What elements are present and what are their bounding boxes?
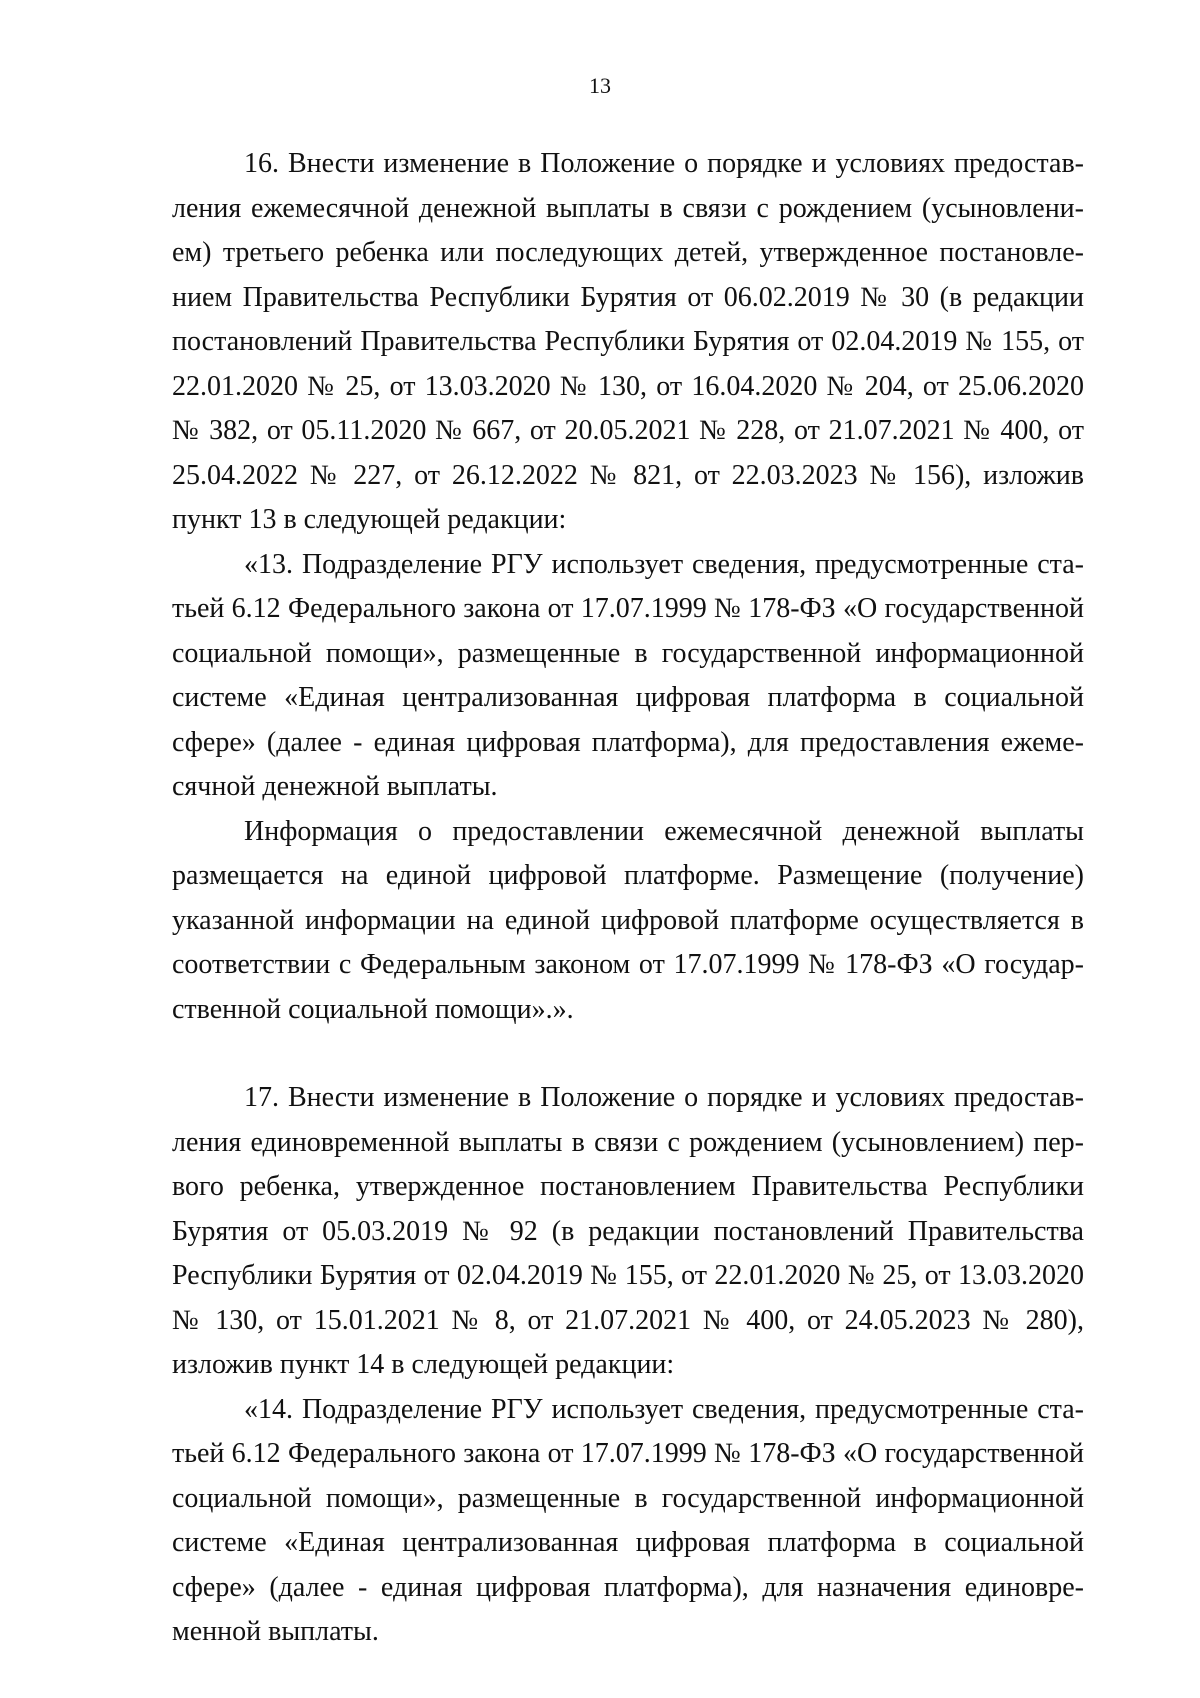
paragraph-17-amendment: 17. Внести изменение в Положение о порядке и условиях предоставления единовременной выплаты в связи с рождением (усыновлением) первого ребенка, утвержденное постановлением Правительства Республики Бурятия от 05.03.2019 № 92 (в редакции постановлений Правительства Республики Бурятия от 02.04.2019 № 155, от 22.01.2020 № 25, от 13.03.2020 № 130, от 15.01.2021 № 8, от 21.07.2021 № 400, от 24.05.2023 № 280), изложив пункт 14 в следующей редакции:: [172, 1082, 1084, 1380]
paragraph-16-amendment: 16. Внести изменение в Положение о порядке и условиях предоставления ежемесячной денежной выплаты в связи с рождением (усыновлением) третьего ребенка или последующих детей, утвержденное постановлением Правительства Республики Бурятия от 06.02.2019 № 30 (в редакции постановлений Правительства Республики Бурятия от 02.04.2019 № 155, от 22.01.2020 № 25, от 13.03.2020 № 130, от 16.04.2020 № 204, от 25.06.2020 № 382, от 05.11.2020 № 667, от 20.05.2021 № 228, от 21.07.2021 № 400, от 25.04.2022 № 227, от 26.12.2022 № 821, от 22.03.2023 № 156), изложив пункт 13 в следующей редакции:: [172, 148, 1084, 535]
paragraph-17-clause-14: «14. Подразделение РГУ использует сведения, предусмотренные статьей 6.12 Федерального закона от 17.07.1999 № 178-ФЗ «О государственной социальной помощи», размещенные в государственной информационной системе «Единая централизованная цифровая платформа в социальной сфере» (далее - единая цифровая платформа), для назначения единовременной выплаты.: [172, 1393, 1084, 1647]
document-body: [172, 142, 1084, 1655]
paragraph-16-clause-13: «13. Подразделение РГУ использует сведения, предусмотренные статьей 6.12 Федерального закона от 17.07.1999 № 178-ФЗ «О государственной социальной помощи», размещенные в государственной информационной системе «Единая централизованная цифровая платформа в социальной сфере» (далее - единая цифровая платформа), для предоставления ежемесячной денежной выплаты.: [172, 548, 1084, 802]
section-16: [172, 142, 1084, 1032]
page-number: 13: [589, 73, 611, 98]
paragraph-16-information: Информация о предоставлении ежемесячной денежной выплаты размещается на единой цифровой платформе. Размещение (получение) указанной информации на единой цифровой платформе осуществляется в соответствии с Федеральным законом от 17.07.1999 № 178-ФЗ «О государственной социальной помощи».».: [172, 815, 1084, 1025]
section-gap: [172, 1032, 1084, 1076]
section-17: [172, 1076, 1084, 1655]
